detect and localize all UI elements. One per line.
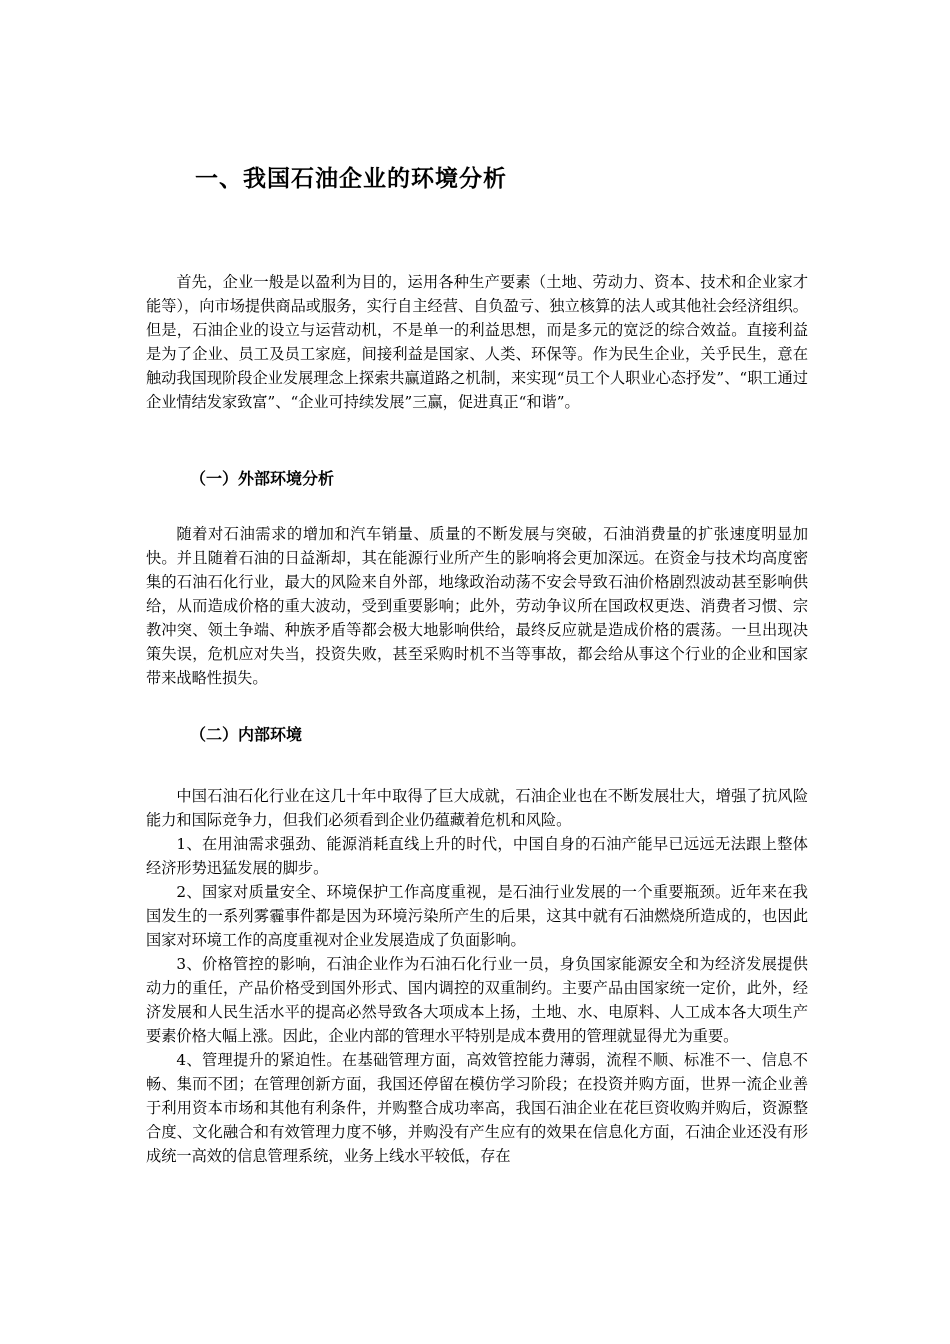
internal-paragraph-1: 中国石油石化行业在这几十年中取得了巨大成就，石油企业也在不断发展壮大，增强了抗风险能力和国际竞争力，但我们必须看到企业仍蕴藏着危机和风险。 [146, 787, 808, 829]
external-paragraph: 随着对石油需求的增加和汽车销量、质量的不断发展与突破，石油消费量的扩张速度明显加快。并且随着石油的日益渐却，其在能源行业所产生的影响将会更加深远。在资金与技术均高度密集的石油石化行业，最大的风险来自外部，地缘政治动荡不安会导致石油价格剧烈波动甚至影响供给，从而造成价格的重大波动，受到重要影响；此外，劳动争议所在国政权更迭、消费者习惯、宗教冲突、领土争端、种族矛盾等都会极大地影响供给，最终反应就是造成价格的震荡。一旦出现决策失误，危机应对失当，投资失败，甚至采购时机不当等事故，都会给从事这个行业的企业和国家带来战略性损失。 [146, 525, 808, 687]
internal-paragraph-4: 3、价格管控的影响，石油企业作为石油石化行业一员，身负国家能源安全和为经济发展提供动力的重任，产品价格受到国外形式、国内调控的双重制约。主要产品由国家统一定价，此外，经济发展和人民生活水平的提高必然导致各大项成本上扬，土地、水、电原料、人工成本各大项生产要素价格大幅上涨。因此，企业内部的管理水平特别是成本费用的管理就显得尤为重要。 [146, 955, 808, 1045]
section-heading-internal: （二）内部环境 [190, 725, 303, 744]
intro-paragraph: 首先，企业一般是以盈利为目的，运用各种生产要素（土地、劳动力、资本、技术和企业家才能等），向市场提供商品或服务，实行自主经营、自负盈亏、独立核算的法人或其他社会经济组织。但是，石油企业的设立与运营动机，不是单一的利益思想，而是多元的宽泛的综合效益。直接利益是为了企业、员工及员工家庭，间接利益是国家、人类、环保等。作为民生企业，关乎民生，意在触动我国现阶段企业发展理念上探索共赢道路之机制，来实现“员工个人职业心态抒发”、“职工通过企业情结发家致富”、“企业可持续发展”三赢，促进真正“和谐”。 [146, 273, 808, 411]
internal-paragraph-3: 2、国家对质量安全、环境保护工作高度重视，是石油行业发展的一个重要瓶颈。近年来在我国发生的一系列雾霾事件都是因为环境污染所产生的后果，这其中就有石油燃烧所造成的，也因此国家对环境工作的高度重视对企业发展造成了负面影响。 [146, 883, 808, 949]
page-title: 一、我国石油企业的环境分析 [195, 165, 507, 192]
external-paragraph-block [146, 522, 808, 690]
section-heading-external: （一）外部环境分析 [190, 469, 335, 488]
intro-paragraph-block [146, 270, 808, 414]
internal-paragraph-5: 4、管理提升的紧迫性。在基础管理方面，高效管控能力薄弱，流程不顺、标准不一、信息不畅、集而不团；在管理创新方面，我国还停留在模仿学习阶段；在投资并购方面，世界一流企业善于利用资本市场和其他有利条件，并购整合成功率高，我国石油企业在花巨资收购并购后，资源整合度、文化融合和有效管理力度不够，并购没有产生应有的效果在信息化方面，石油企业还没有形成统一高效的信息管理系统，业务上线水平较低，存在 [146, 1051, 808, 1165]
internal-paragraph-2: 1、在用油需求强劲、能源消耗直线上升的时代，中国自身的石油产能早已远远无法跟上整体经济形势迅猛发展的脚步。 [146, 835, 808, 877]
internal-paragraph-block [146, 784, 808, 1168]
